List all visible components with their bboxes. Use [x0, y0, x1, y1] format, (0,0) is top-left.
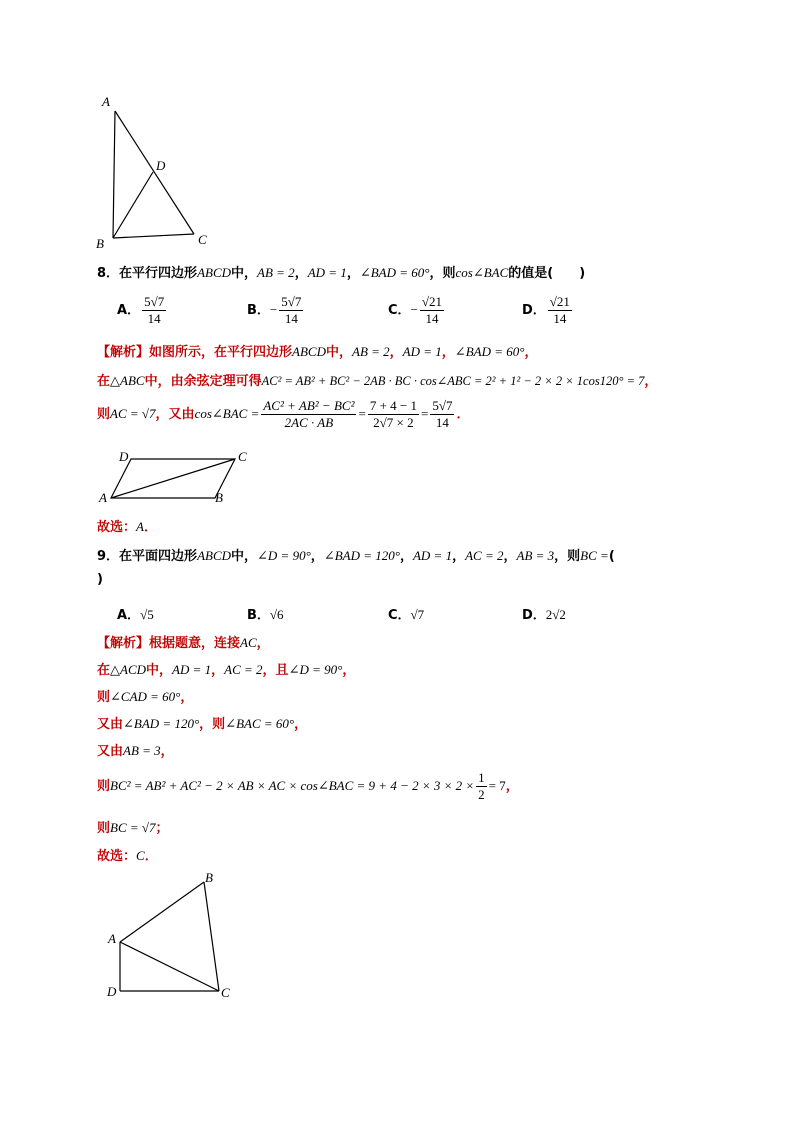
analysis-end: ，	[180, 690, 194, 705]
q9-analysis-line-5	[97, 740, 174, 759]
analysis-text: 中，	[325, 345, 352, 360]
q8-answer	[97, 516, 157, 535]
analysis-tag: 【解析】	[97, 636, 150, 651]
answer-label: 故选：	[97, 849, 137, 864]
q9-paren-open: (	[608, 549, 615, 564]
math-ad: AD = 1	[402, 344, 442, 359]
q9-analysis-line-4	[97, 713, 307, 732]
option-value: √5	[140, 607, 154, 622]
q9-stem-text-1: 在平面四边形	[119, 549, 198, 564]
sep: ，	[310, 549, 324, 564]
fraction-denominator: 14	[147, 311, 161, 326]
option-label: D．	[522, 303, 546, 318]
fraction-denominator: 14	[284, 311, 298, 326]
q8-stem-text-1: 在平行四边形	[119, 266, 198, 281]
analysis-text: 中，由余弦定理可得	[144, 374, 262, 389]
q9-ac: AC = 2	[465, 548, 504, 563]
q8-option-b[interactable]	[247, 294, 305, 327]
q9-ab: AB = 3	[516, 548, 555, 563]
math-triangle: △ABC	[110, 373, 145, 388]
q9-abcd: ABCD	[197, 548, 232, 563]
analysis-text: 在	[97, 374, 111, 389]
label-d: D	[156, 158, 166, 173]
q8-stem	[97, 262, 585, 281]
fraction-half	[476, 770, 487, 803]
option-value: √6	[269, 607, 284, 622]
analysis-text: 又由	[97, 744, 124, 759]
math-formula: AC² = AB² + BC² − 2AB · BC · cos∠ABC = 2² + 1² − 2 × 2 × 1cos120° = 7	[261, 374, 645, 388]
q9-analysis-line-7	[97, 817, 169, 836]
equals: =	[420, 406, 429, 421]
q8-cos: cos∠BAC	[455, 265, 509, 280]
analysis-end: ；	[155, 821, 169, 836]
fraction-numerator: 5√7	[144, 294, 165, 309]
math-ad: AD = 1	[172, 662, 212, 677]
q9-stem-text-3: ，则	[554, 549, 581, 564]
analysis-text: 如图所示，在平行四边形	[149, 345, 293, 360]
option-label: D．	[522, 608, 546, 623]
q9-analysis-line-6	[97, 770, 519, 803]
math-ab: AB = 3	[123, 743, 161, 758]
option-label: C．	[388, 303, 411, 318]
q8-abcd: ABCD	[197, 265, 232, 280]
fraction-denominator: 2√7 × 2	[373, 415, 414, 430]
q8-stem-text-2: 中，	[231, 266, 258, 281]
answer-value: C	[136, 848, 145, 863]
math-result: = 7	[488, 778, 506, 793]
q8-option-a[interactable]	[117, 294, 168, 327]
segment-bd	[113, 172, 153, 238]
analysis-text: 则	[97, 407, 111, 422]
math-ac: AC = √7	[110, 406, 156, 421]
math-ac: AC	[240, 635, 257, 650]
math-angle: ∠CAD = 60°	[110, 689, 181, 704]
math-angle: ∠D = 90°	[288, 662, 343, 677]
label-b: B	[96, 236, 104, 251]
option-sign: −	[410, 302, 418, 317]
q8-stem-text-3: ，则	[429, 266, 456, 281]
math-angle: ∠BAC = 60°	[225, 716, 295, 731]
fraction-denominator: 2AC · AB	[284, 415, 334, 430]
analysis-text: 又由	[97, 717, 124, 732]
analysis-text: 则	[97, 779, 111, 794]
analysis-text: 则	[97, 821, 111, 836]
option-sign: −	[269, 302, 278, 317]
sep: ，	[399, 549, 413, 564]
q8-ad: AD = 1	[307, 265, 347, 280]
label-b: B	[205, 870, 213, 885]
option-label: A．	[117, 608, 141, 623]
answer-label: 故选：	[97, 520, 137, 535]
analysis-end: ，	[505, 779, 519, 794]
math-bc: BC = √7	[110, 820, 156, 835]
sep: ，	[441, 345, 455, 360]
analysis-end: ．	[456, 407, 470, 422]
fraction-denominator: 2	[478, 787, 485, 802]
q8-sep-2: ，	[346, 266, 360, 281]
q8-analysis-line-1	[97, 341, 537, 360]
math-abcd: ABCD	[292, 344, 326, 359]
fraction-denominator: 14	[435, 415, 449, 430]
q9-bc: BC =	[580, 548, 609, 563]
analysis-text: 则	[97, 690, 111, 705]
label-c: C	[198, 232, 207, 247]
answer-end: ．	[143, 520, 157, 535]
math-cos: cos∠BAC =	[194, 406, 260, 421]
label-a: A	[108, 931, 116, 946]
label-c: C	[221, 985, 230, 1000]
option-fraction	[548, 294, 572, 327]
label-c: C	[238, 449, 247, 464]
q9-answer	[97, 845, 158, 864]
analysis-text: ，且	[262, 663, 289, 678]
fraction-denominator: 14	[553, 311, 567, 326]
q9-stem	[97, 545, 615, 564]
analysis-text: 中，	[146, 663, 173, 678]
q9-angle-bad: ∠BAD = 120°	[323, 548, 400, 563]
option-value: √7	[410, 607, 425, 622]
analysis-end: ，	[160, 744, 174, 759]
figure-parallelogram	[95, 448, 265, 508]
figure-triangle-abc	[90, 88, 220, 253]
option-fraction	[279, 294, 303, 327]
analysis-end: ，	[256, 636, 270, 651]
fraction-numerator: 1	[478, 770, 485, 785]
analysis-end: ，	[524, 345, 538, 360]
option-value: 2√2	[545, 607, 566, 622]
sep: ，	[211, 663, 225, 678]
q9-option-d[interactable]	[522, 604, 566, 623]
sep: ，	[452, 549, 466, 564]
segment-bc	[204, 882, 219, 991]
q8-ab: AB = 2	[257, 265, 295, 280]
fraction-numerator: 5√7	[432, 398, 453, 413]
analysis-end: ，	[342, 663, 356, 678]
analysis-text: ，又由	[155, 407, 195, 422]
fraction-2	[368, 398, 419, 431]
analysis-text: 在	[97, 663, 111, 678]
fraction-denominator: 14	[425, 311, 439, 326]
option-label: C．	[388, 608, 411, 623]
q9-stem-text-2: 中，	[231, 549, 258, 564]
q9-option-b[interactable]	[247, 604, 284, 623]
q9-analysis-line-3	[97, 686, 193, 705]
q8-analysis-line-2	[97, 370, 657, 389]
fraction-numerator: 7 + 4 − 1	[369, 398, 417, 413]
answer-value: A	[136, 519, 144, 534]
q9-option-c[interactable]	[388, 604, 424, 623]
math-ac: AC = 2	[224, 662, 263, 677]
equals: =	[358, 406, 366, 421]
label-b: B	[215, 490, 223, 505]
q9-angle-d: ∠D = 90°	[257, 548, 311, 563]
fraction-numerator: √21	[421, 294, 443, 309]
option-label: B．	[247, 303, 270, 318]
fraction-numerator: 5√7	[281, 294, 302, 309]
answer-end: ．	[144, 849, 158, 864]
option-fraction	[142, 294, 166, 327]
q9-ad: AD = 1	[412, 548, 453, 563]
analysis-tag: 【解析】	[97, 345, 150, 360]
analysis-text: ，则	[199, 717, 226, 732]
q8-analysis-line-3	[97, 398, 469, 431]
label-d: D	[107, 984, 117, 999]
q8-angle: ∠BAD = 60°	[359, 265, 430, 280]
q8-option-c[interactable]	[388, 294, 446, 327]
segment-ab	[113, 111, 115, 238]
q8-option-d[interactable]	[522, 294, 574, 327]
fraction-numerator: AC² + AB² − BC²	[263, 398, 355, 413]
segment-ac	[120, 942, 219, 991]
math-triangle: △ACD	[110, 662, 147, 677]
math-angle: ∠BAD = 120°	[123, 716, 200, 731]
fraction-3	[430, 398, 454, 431]
segment-bc	[113, 234, 194, 238]
option-label: B．	[247, 608, 270, 623]
q8-stem-text-4: 的值是( )	[508, 266, 586, 281]
fraction-numerator: √21	[549, 294, 570, 309]
label-d: D	[119, 449, 129, 464]
q8-number: 8．	[97, 266, 120, 281]
q8-sep-1: ，	[294, 266, 308, 281]
fraction-1	[261, 398, 356, 431]
analysis-end: ，	[294, 717, 308, 732]
q9-analysis-line-2	[97, 659, 355, 678]
math-ab: AB = 2	[352, 344, 390, 359]
label-a: A	[99, 490, 107, 505]
sep: ，	[389, 345, 403, 360]
q9-option-a[interactable]	[117, 604, 154, 623]
option-label: A．	[117, 303, 141, 318]
analysis-text: 根据题意，连接	[149, 636, 241, 651]
math-angle: ∠BAD = 60°	[454, 344, 525, 359]
label-a: A	[102, 94, 110, 109]
segment-ab	[120, 882, 204, 942]
math-formula: BC² = AB² + AC² − 2 × AB × AC × cos∠BAC = 9 + 4 − 2 × 3 × 2 ×	[110, 778, 475, 793]
option-fraction	[420, 294, 444, 327]
q9-number: 9．	[97, 549, 120, 564]
q9-paren-close: )	[97, 572, 103, 587]
sep: ，	[503, 549, 517, 564]
q9-analysis-line-1	[97, 632, 270, 651]
figure-quadrilateral	[100, 868, 250, 1003]
analysis-end: ，	[644, 374, 658, 389]
